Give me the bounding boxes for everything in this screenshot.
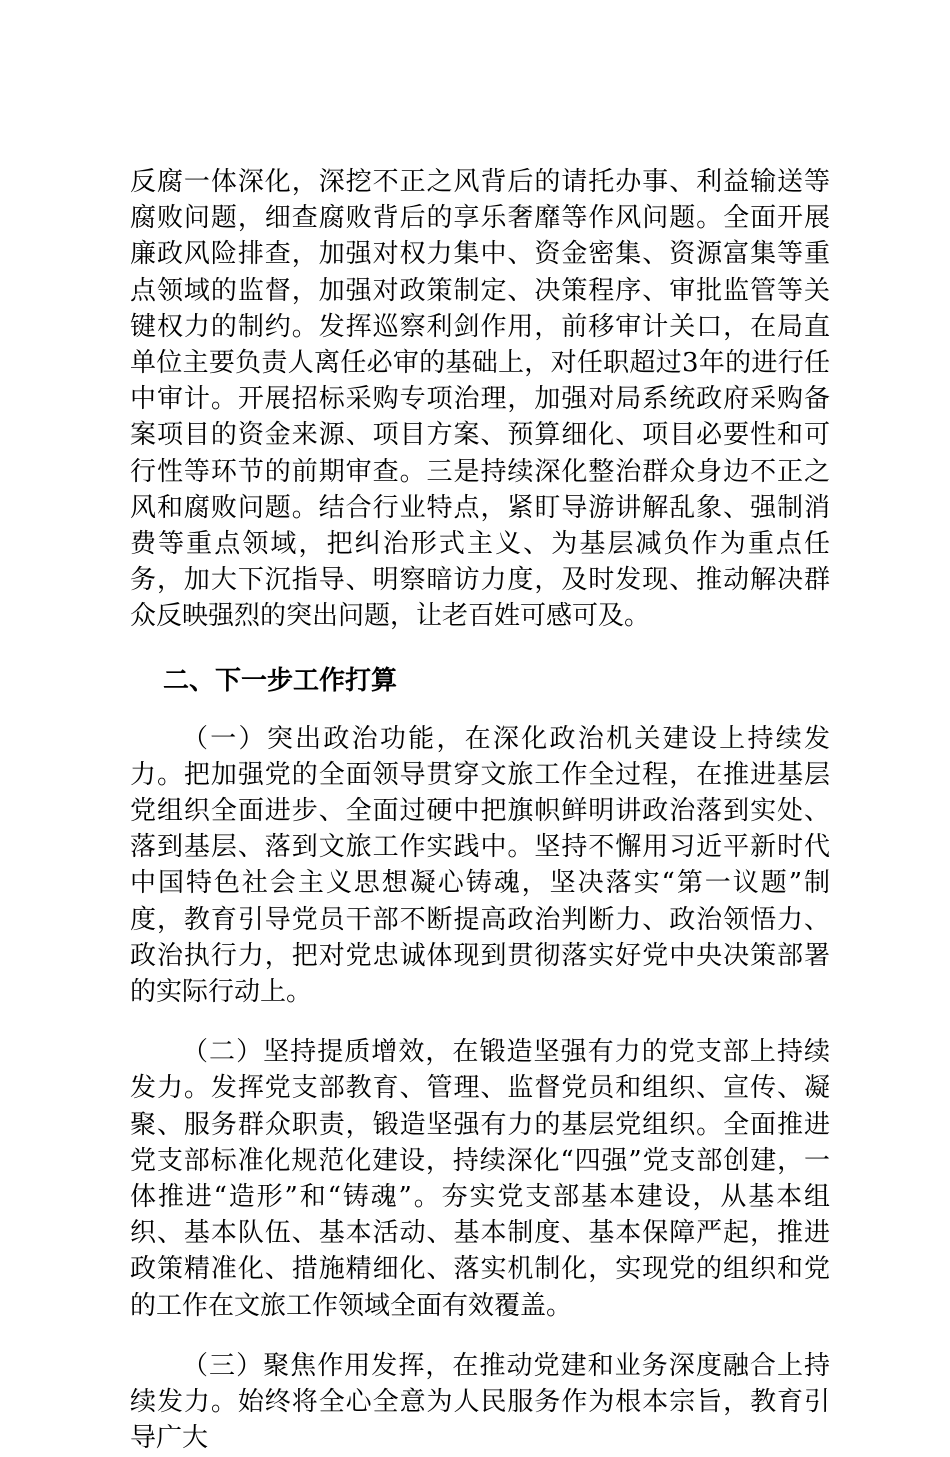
document-body <box>130 164 830 1457</box>
section-paragraph-2: （二）坚持提质增效，在锻造坚强有力的党支部上持续发力。发挥党支部教育、管理、监督党员和组织、宣传、凝聚、服务群众职责，锻造坚强有力的基层党组织。全面推进党支部标准化规范化建设，持续深化“四强”党支部创建，一体推进“造形”和“铸魂”。夯实党支部基本建设，从基本组织、基本队伍、基本活动、基本制度、基本保障严起，推进政策精准化、措施精细化、落实机制化，实现党的组织和党的工作在文旅工作领域全面有效覆盖。 <box>130 1037 830 1321</box>
continued-paragraph: 反腐一体深化，深挖不正之风背后的请托办事、利益输送等腐败问题，细查腐败背后的享乐奢靡等作风问题。全面开展廉政风险排查，加强对权力集中、资金密集、资源富集等重点领域的监督，加强对政策制定、决策程序、审批监管等关键权力的制约。发挥巡察利剑作用，前移审计关口，在局直单位主要负责人离任必审的基础上，对任职超过3年的进行任中审计。开展招标采购专项治理，加强对局系统政府采购备案项目的资金来源、项目方案、预算细化、项目必要性和可行性等环节的前期审查。三是持续深化整治群众身边不正之风和腐败问题。结合行业特点，紧盯导游讲解乱象、强制消费等重点领域，把纠治形式主义、为基层减负作为重点任务，加大下沉指导、明察暗访力度，及时发现、推动解决群众反映强烈的突出问题，让老百姓可感可及。 <box>130 167 830 632</box>
section-paragraph-3: （三）聚焦作用发挥，在推动党建和业务深度融合上持续发力。始终将全心全意为人民服务作为根本宗旨，教育引导广大 <box>130 1350 830 1454</box>
section-paragraph-1: （一）突出政治功能，在深化政治机关建设上持续发力。把加强党的全面领导贯穿文旅工作全过程，在推进基层党组织全面进步、全面过硬中把旗帜鲜明讲政治落到实处、落到基层、落到文旅工作实践中。坚持不懈用习近平新时代中国特色社会主义思想凝心铸魂，坚决落实“第一议题”制度，教育引导党员干部不断提高政治判断力、政治领悟力、政治执行力，把对党忠诚体现到贯彻落实好党中央决策部署的实际行动上。 <box>130 723 830 1008</box>
section-heading: 二、下一步工作打算 <box>163 665 398 696</box>
